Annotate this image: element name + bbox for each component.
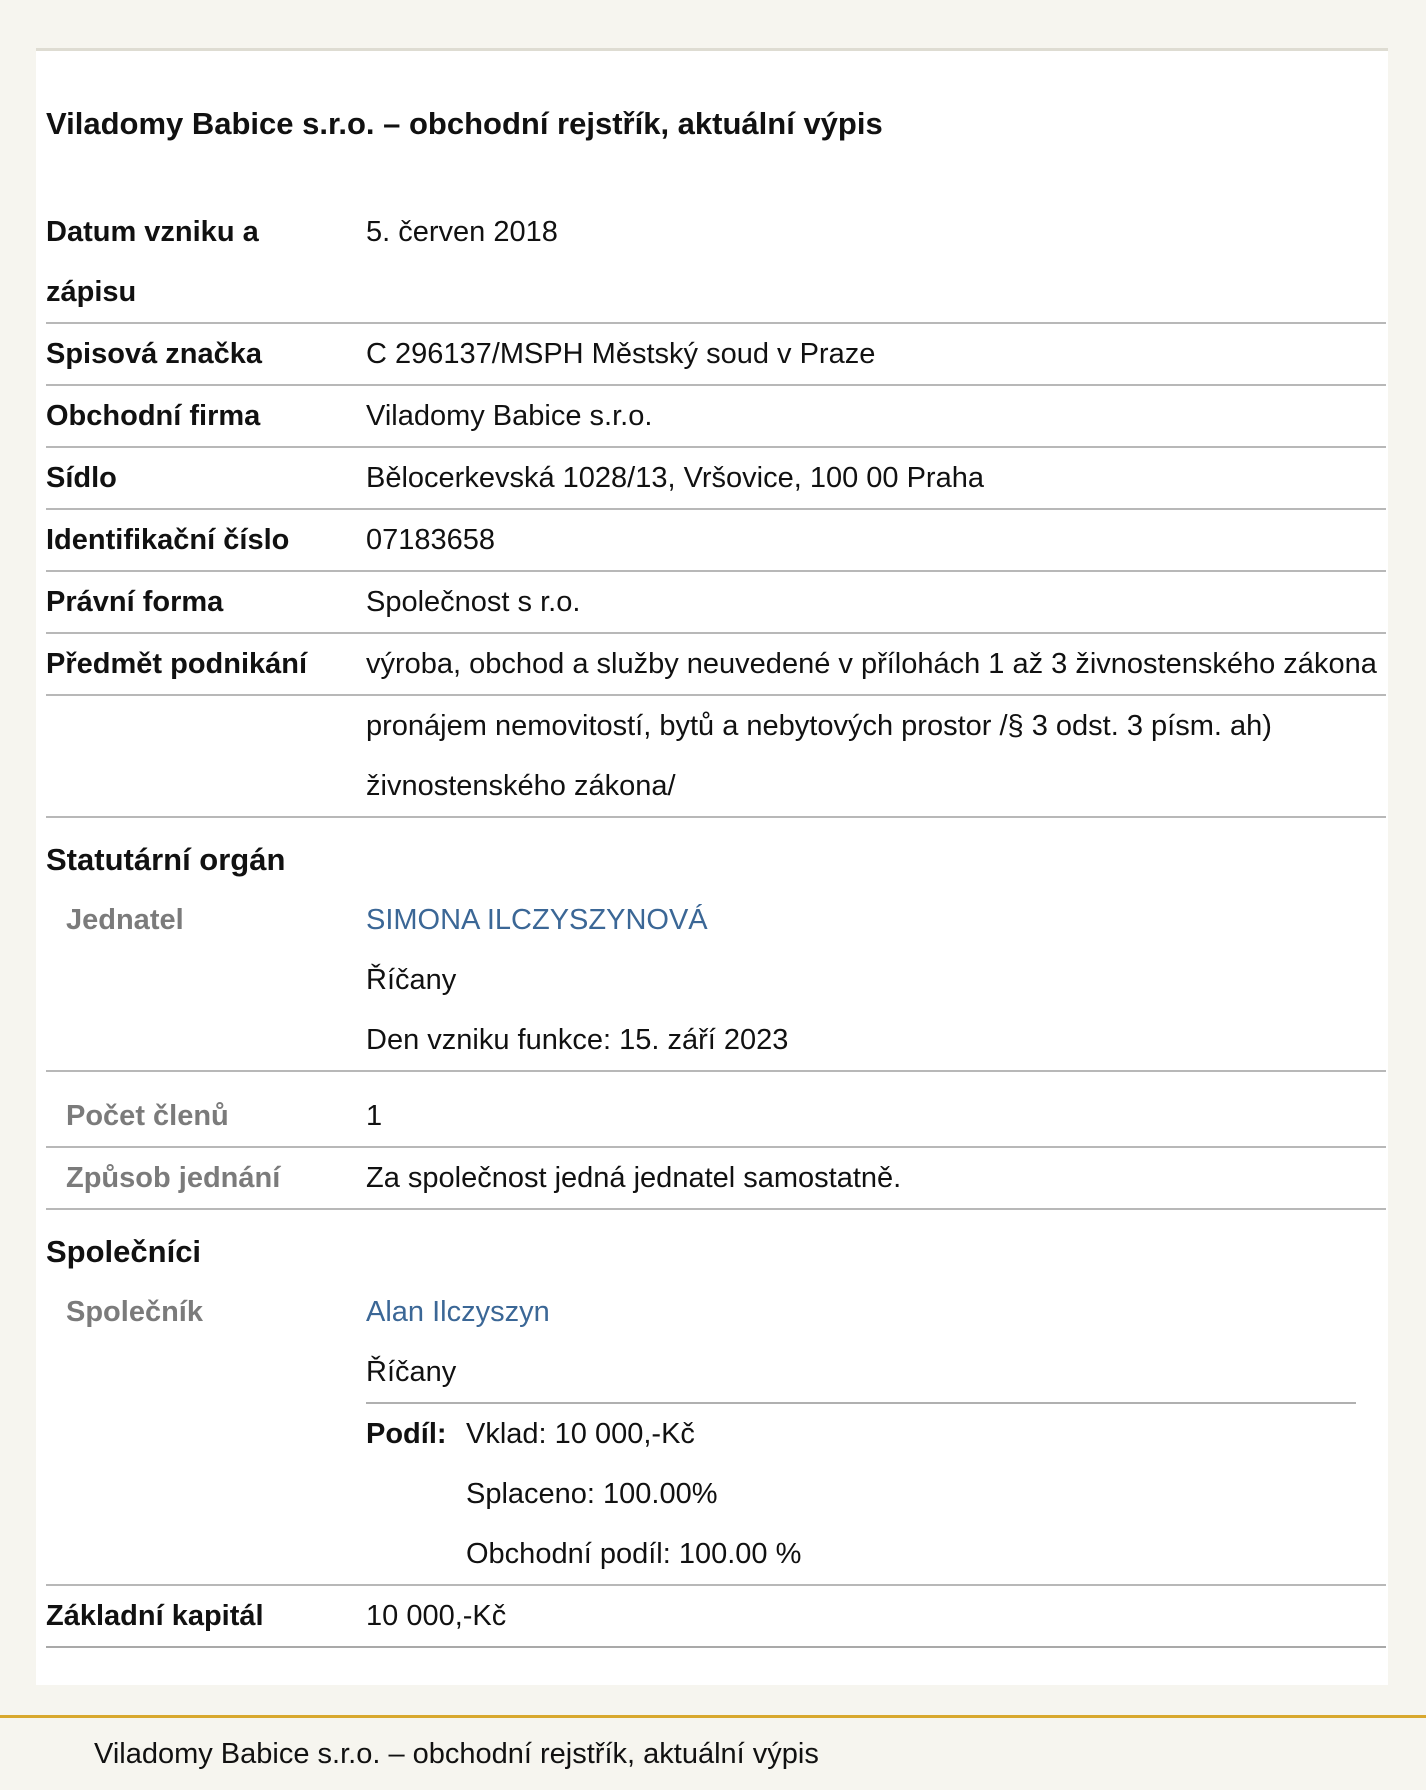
label-predmet-podnikani: Předmět podnikání [46, 648, 308, 680]
jednatel-city: Říčany [366, 964, 457, 996]
row-sidlo [46, 448, 1386, 510]
value-jednatel [366, 890, 1386, 1070]
label-spolecnik: Společník [66, 1296, 203, 1328]
row-pocet-clenu [46, 1072, 1386, 1148]
value-spisova-znacka: C 296137/MSPH Městský soud v Praze [366, 338, 876, 370]
label-pravni-forma: Právní forma [46, 586, 224, 618]
row-jednatel [46, 890, 1386, 1072]
value-zakladni-kapital: 10 000,-Kč [366, 1600, 507, 1632]
row-ico [46, 510, 1386, 572]
label-jednatel: Jednatel [66, 904, 184, 936]
row-predmet-podnikani-2 [46, 696, 1386, 818]
value-sidlo: Bělocerkevská 1028/13, Vršovice, 100 00 Praha [366, 462, 984, 494]
value-predmet-2: pronájem nemovitostí, bytů a nebytových prostor /§ 3 odst. 3 písm. ah) živnostenského zákona/ [366, 710, 1272, 802]
podil-obchodni: Obchodní podíl: 100.00 % [466, 1538, 802, 1570]
row-pravni-forma [46, 572, 1386, 634]
label-sidlo: Sídlo [46, 462, 117, 494]
footer-accent-rule [0, 1715, 1426, 1718]
value-predmet-1: výroba, obchod a služby neuvedené v přílohách 1 až 3 živnostenského zákona [366, 648, 1377, 680]
footer-title: Viladomy Babice s.r.o. – obchodní rejstřík, aktuální výpis [94, 1738, 819, 1770]
row-datum-vzniku [46, 202, 1386, 324]
podil-label: Podíl: [366, 1418, 447, 1450]
podil-values [466, 1404, 801, 1584]
value-spolecnik [366, 1282, 1386, 1584]
row-zakladni-kapital [46, 1586, 1386, 1648]
value-pravni-forma: Společnost s r.o. [366, 586, 581, 618]
row-spisova-znacka [46, 324, 1386, 386]
value-zpusob-jednani: Za společnost jedná jednatel samostatně. [366, 1162, 902, 1194]
jednatel-since: Den vzniku funkce: 15. září 2023 [366, 1024, 789, 1056]
value-datum-vzniku: 5. červen 2018 [366, 216, 558, 248]
label-pocet-clenu: Počet členů [66, 1100, 229, 1132]
label-zakladni-kapital: Základní kapitál [46, 1600, 264, 1632]
spolecnik-city: Říčany [366, 1356, 457, 1388]
section-spolecnici: Společníci [46, 1234, 202, 1269]
page-title: Viladomy Babice s.r.o. – obchodní rejstřík, aktuální výpis [46, 106, 883, 141]
row-spolecnik [46, 1282, 1386, 1586]
spolecnik-name-link[interactable]: Alan Ilczyszyn [366, 1296, 550, 1328]
row-predmet-podnikani [46, 634, 1386, 696]
label-zpusob-jednani: Způsob jednání [66, 1162, 281, 1194]
podil-vklad: Vklad: 10 000,-Kč [466, 1418, 695, 1450]
label-spisova-znacka: Spisová značka [46, 338, 262, 370]
row-obchodni-firma [46, 386, 1386, 448]
register-card [36, 51, 1388, 1685]
section-statutarni-organ: Statutární orgán [46, 842, 286, 877]
row-zpusob-jednani [46, 1148, 1386, 1210]
label-obchodni-firma: Obchodní firma [46, 400, 261, 432]
podil-block [366, 1404, 1386, 1584]
label-empty [46, 696, 366, 816]
register-table [46, 202, 1386, 1648]
value-pocet-clenu: 1 [366, 1100, 383, 1132]
jednatel-name-link[interactable]: SIMONA ILCZYSZYNOVÁ [366, 904, 708, 936]
value-ico: 07183658 [366, 524, 496, 556]
value-obchodni-firma: Viladomy Babice s.r.o. [366, 400, 653, 432]
podil-splaceno: Splaceno: 100.00% [466, 1478, 718, 1510]
label-datum-vzniku: Datum vzniku a zápisu [46, 216, 259, 308]
label-ico: Identifikační číslo [46, 524, 290, 556]
